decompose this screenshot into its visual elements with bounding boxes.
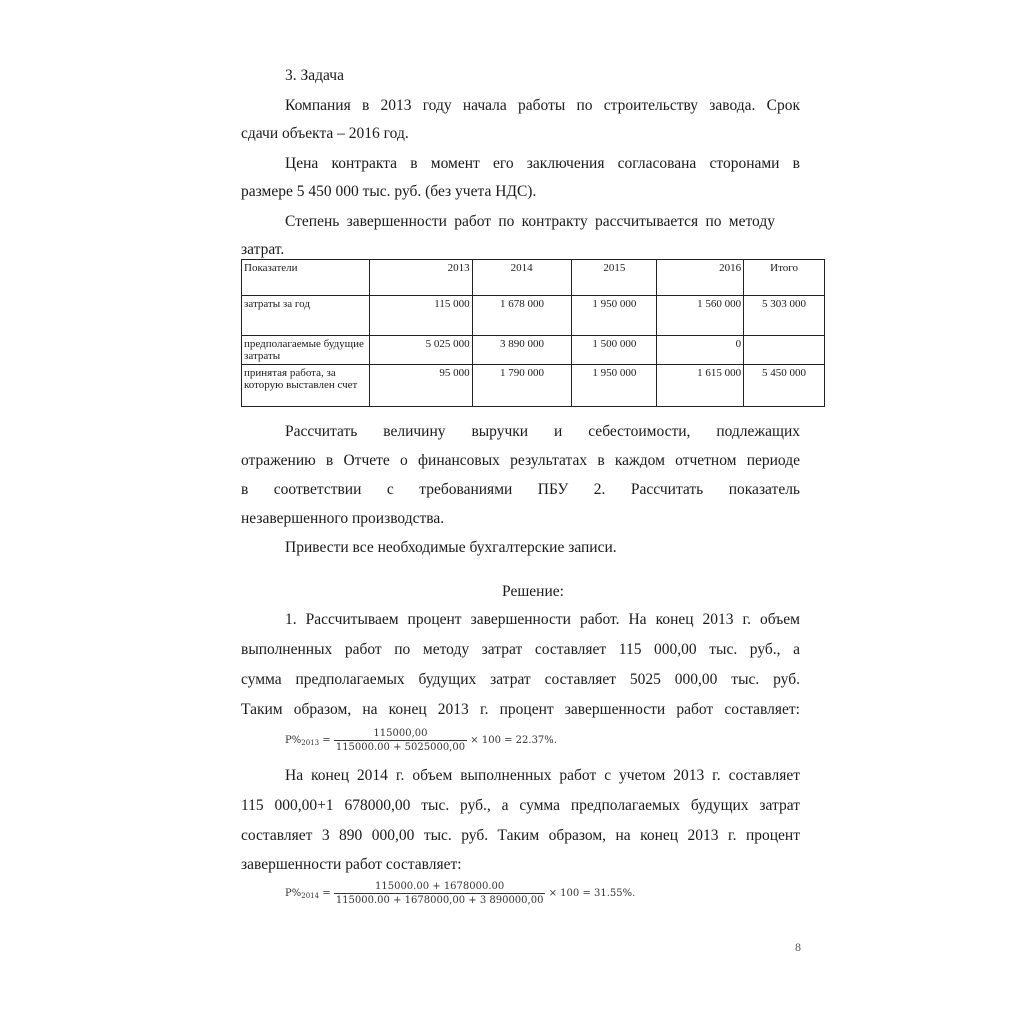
table-header-cell: Показатели <box>242 260 370 296</box>
formula-fraction <box>334 728 467 753</box>
solution-step2-line-1: На конец 2014 г. объем выполненных работ с учетом 2013 г. составляет <box>285 767 800 784</box>
task-paragraph-1-line-2: сдачи объекта – 2016 год. <box>241 125 409 142</box>
questions-line-4: незавершенного производства. <box>241 510 445 527</box>
formula-denominator: 115000.00 + 5025000,00 <box>335 742 466 753</box>
table-cell: 95 000 <box>369 365 472 407</box>
task-heading: 3. Задача <box>285 67 344 84</box>
questions-line-3: в соответствии с требованиями ПБУ 2. Рассчитать показатель <box>241 481 800 498</box>
table-header-cell: 2013 <box>369 260 472 296</box>
table-cell: 5 450 000 <box>744 365 825 407</box>
table-cell: 5 303 000 <box>744 296 825 336</box>
table-row <box>242 365 825 407</box>
formula-2014 <box>285 881 635 906</box>
formula-denominator: 115000.00 + 1678000,00 + 3 890000,00 <box>335 895 544 906</box>
table-cell: 1 560 000 <box>657 296 744 336</box>
formula-lhs: $P\%_{2014}$ <box>285 887 320 900</box>
task-paragraph-2-line-2: размере 5 450 000 тыс. руб. (без учета НДС). <box>241 183 537 200</box>
table-cell: 5 025 000 <box>369 336 472 365</box>
formula-equals: = <box>322 888 331 899</box>
contract-data-table <box>241 259 825 407</box>
formula-numerator: 115000,00 <box>334 728 467 741</box>
table-cell: 1 500 000 <box>572 336 657 365</box>
page-number: 8 <box>795 940 801 954</box>
table-row <box>242 296 825 336</box>
questions-line-5: Привести все необходимые бухгалтерские записи. <box>285 539 617 556</box>
table-cell: 3 890 000 <box>472 336 572 365</box>
task-paragraph-3-line-2: затрат. <box>241 241 285 258</box>
table-cell: 1 950 000 <box>572 365 657 407</box>
questions-line-2: отражению в Отчете о финансовых результатах в каждом отчетном периоде <box>241 452 800 469</box>
table-cell: 1 790 000 <box>472 365 572 407</box>
table-cell: 0 <box>657 336 744 365</box>
solution-step2-line-2: 115 000,00+1 678000,00 тыс. руб., а сумма предполагаемых будущих затрат <box>241 797 800 814</box>
table-row-label: затраты за год <box>242 296 370 336</box>
formula-numerator: 115000.00 + 1678000.00 <box>334 881 546 894</box>
table-header-cell: 2014 <box>472 260 572 296</box>
table-row-label: принятая работа, за которую выставлен счет <box>242 365 370 407</box>
table-cell: 1 950 000 <box>572 296 657 336</box>
table-header-cell: 2015 <box>572 260 657 296</box>
table-cell: 115 000 <box>369 296 472 336</box>
table-cell <box>744 336 825 365</box>
table-row-label: предполагаемые будущие затраты <box>242 336 370 365</box>
solution-heading: Решение: <box>502 583 564 600</box>
solution-step1-line-3: сумма предполагаемых будущих затрат составляет 5025 000,00 тыс. руб. <box>241 671 800 688</box>
task-paragraph-3-line-1: Степень завершенности работ по контракту рассчитывается по методу <box>285 213 775 230</box>
table-row <box>242 336 825 365</box>
task-paragraph-1-line-1: Компания в 2013 году начала работы по строительству завода. Срок <box>285 97 800 114</box>
solution-step1-line-1: 1. Рассчитываем процент завершенности работ. На конец 2013 г. объем <box>285 611 800 628</box>
formula-fraction <box>334 881 546 906</box>
task-paragraph-2-line-1: Цена контракта в момент его заключения согласована сторонами в <box>285 155 800 172</box>
formula-equals: = <box>322 735 331 746</box>
questions-line-1: Рассчитать величину выручки и себестоимости, подлежащих <box>285 423 800 440</box>
solution-step2-line-3: составляет 3 890 000,00 тыс. руб. Таким образом, на конец 2013 г. процент <box>241 827 800 844</box>
formula-2013 <box>285 728 557 753</box>
formula-result: × 100 = 22.37%. <box>470 735 557 746</box>
solution-step1-line-2: выполненных работ по методу затрат составляет 115 000,00 тыс. руб., а <box>241 641 800 658</box>
solution-step2-line-4: завершенности работ составляет: <box>241 856 462 873</box>
table-header-cell: 2016 <box>657 260 744 296</box>
table-cell: 1 615 000 <box>657 365 744 407</box>
table-header-row <box>242 260 825 296</box>
table-cell: 1 678 000 <box>472 296 572 336</box>
solution-step1-line-4: Таким образом, на конец 2013 г. процент завершенности работ составляет: <box>241 701 800 718</box>
formula-lhs: $P\%_{2013}$ <box>285 734 320 747</box>
formula-result: × 100 = 31.55%. <box>548 888 636 899</box>
table-header-cell: Итого <box>744 260 825 296</box>
